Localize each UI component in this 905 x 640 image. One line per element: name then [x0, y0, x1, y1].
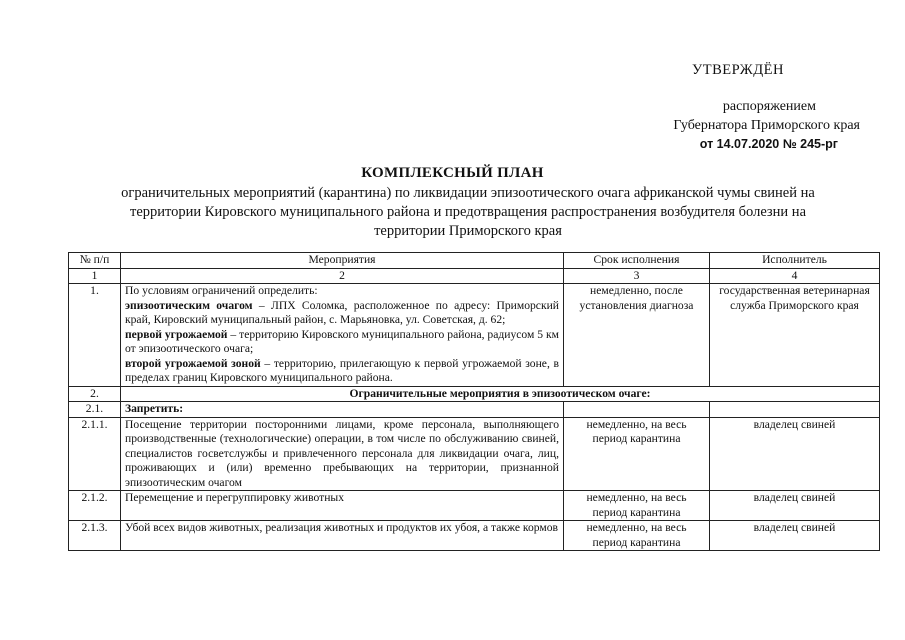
order-line-1: распоряжением	[722, 99, 816, 114]
table-row	[69, 386, 880, 402]
zone-text: – территорию, прилегающую к первой угрожаемой зоне, в пределах границ Кировского муниципального района.	[125, 356, 559, 384]
table-row	[69, 402, 880, 418]
col-number-1: 1	[69, 268, 121, 284]
row-num: 2.1.	[69, 402, 121, 418]
column-number-row	[69, 268, 880, 284]
zone-text: – ЛПХ Соломка, расположенное по адресу: Приморский край, Кировский муниципальный район, с. Марьяновка, ул. Советская, д. 62;	[125, 298, 559, 326]
table-row	[69, 417, 880, 491]
zone-text: – территорию Кировского муниципального района, радиусом 5 км от эпизоотического очага;	[125, 327, 559, 355]
row-num: 2.1.3.	[69, 521, 121, 551]
table-row	[69, 521, 880, 551]
zone-definition-focus	[125, 299, 559, 328]
section-title: Ограничительные мероприятия в эпизоотическом очаге:	[121, 386, 880, 402]
col-number-3: 3	[564, 268, 710, 284]
zone-definition-second	[125, 357, 559, 386]
row-executor: государственная ветеринарная служба Приморского края	[710, 284, 880, 387]
order-line-2: Губернатора Приморского края	[673, 118, 860, 133]
empty-cell	[564, 402, 710, 418]
approval-stamp: УТВЕРЖДЁН	[692, 62, 784, 78]
row-term: немедленно, на весь период карантина	[564, 491, 710, 521]
row-executor: владелец свиней	[710, 491, 880, 521]
header-num: № п/п	[69, 253, 121, 269]
col-number-4: 4	[710, 268, 880, 284]
subsection-title: Запретить:	[121, 402, 564, 418]
zone-label: второй угрожаемой зоной	[125, 356, 261, 370]
table-row	[69, 284, 880, 387]
header-term: Срок исполнения	[564, 253, 710, 269]
row-num: 2.1.2.	[69, 491, 121, 521]
table-row	[69, 491, 880, 521]
row-activity: Перемещение и перегруппировку животных	[121, 491, 564, 521]
order-line-3: от 14.07.2020 № 245-рг	[699, 137, 838, 151]
document-title: КОМПЛЕКСНЫЙ ПЛАН	[361, 165, 544, 181]
row-executor: владелец свиней	[710, 417, 880, 491]
document-subtitle: ограничительных мероприятий (карантина) по ликвидации эпизоотического очага африканской чумы свиней на территории Кировского муниципального района и предотвращения распространения возбудителя болезни на территории Приморского края	[121, 185, 815, 239]
row-num: 2.	[69, 386, 121, 402]
zone-label: первой угрожаемой	[125, 327, 228, 341]
row-activity: Убой всех видов животных, реализация животных и продуктов их убоя, а также кормов	[121, 521, 564, 551]
row-activity	[121, 284, 564, 387]
col-number-2: 2	[121, 268, 564, 284]
empty-cell	[710, 402, 880, 418]
row-activity: Посещение территории посторонними лицами, кроме персонала, выполняющего производственные (технологические) операции, в том числе по обслуживанию свиней, специалистов госветслужбы и привлеченного персонала для ликвидации очага, лиц, проживающих и (или) временно пребывающих на территории, признанной эпизоотическим очагом	[121, 417, 564, 491]
row-term: немедленно, на весь период карантина	[564, 521, 710, 551]
header-executor: Исполнитель	[710, 253, 880, 269]
table-header-row	[69, 253, 880, 269]
order-reference	[673, 97, 860, 154]
plan-table	[68, 252, 880, 551]
zone-label: эпизоотическим очагом	[125, 298, 253, 312]
row-term: немедленно, после установления диагноза	[564, 284, 710, 387]
row-intro: По условиям ограничений определить:	[125, 284, 318, 297]
row-term: немедленно, на весь период карантина	[564, 417, 710, 491]
row-executor: владелец свиней	[710, 521, 880, 551]
row-num: 2.1.1.	[69, 417, 121, 491]
row-num: 1.	[69, 284, 121, 387]
zone-definition-first	[125, 328, 559, 357]
header-activities: Мероприятия	[121, 253, 564, 269]
